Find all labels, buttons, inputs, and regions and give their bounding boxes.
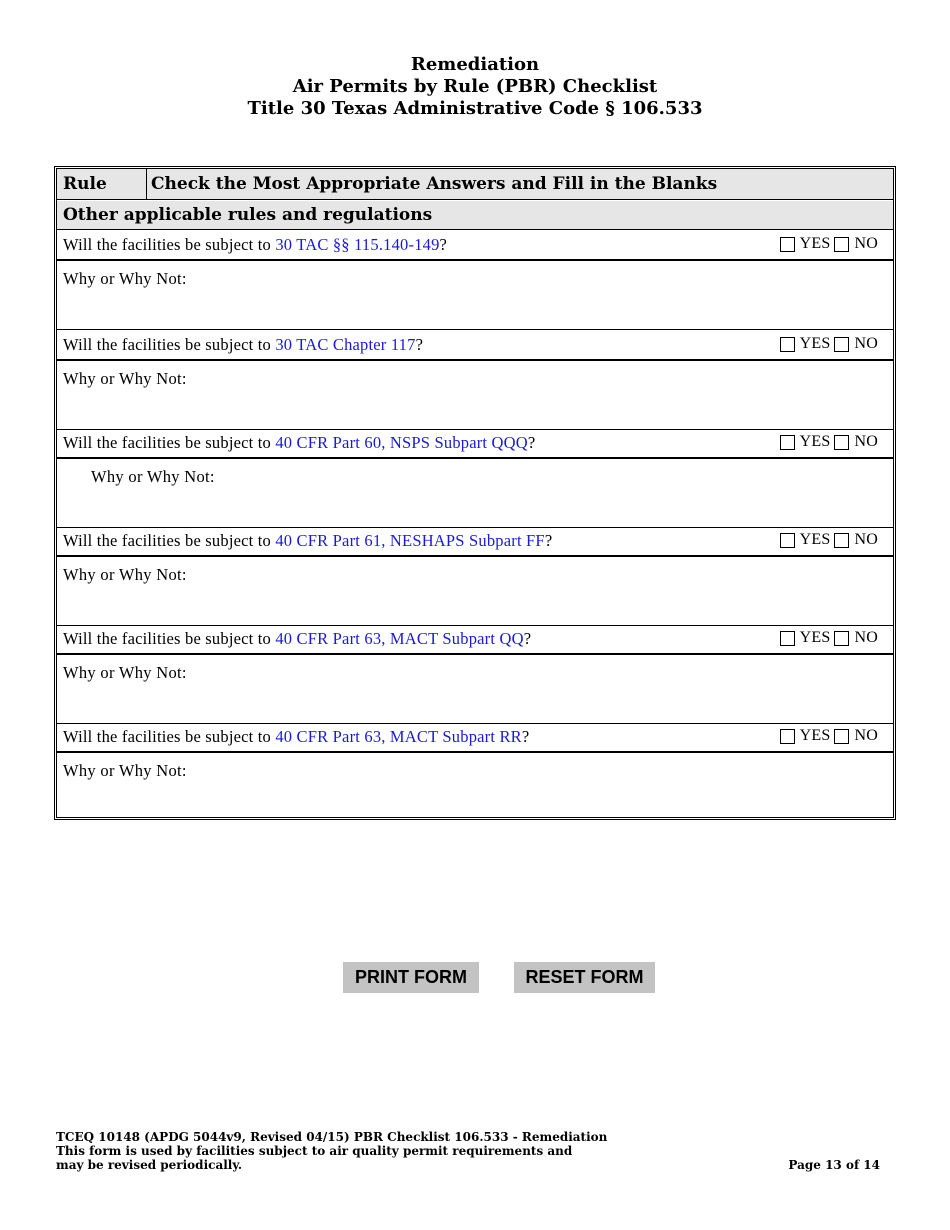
yes-no-group — [780, 629, 878, 647]
question-mark: ? — [521, 727, 530, 746]
question-row — [57, 723, 893, 753]
page-number: Page 13 of 14 — [788, 1158, 880, 1172]
yes-no-group — [780, 235, 878, 253]
print-form-button[interactable]: PRINT FORM — [343, 962, 479, 993]
form-header — [0, 54, 950, 120]
yes-label: YES — [799, 629, 831, 646]
yes-no-group — [780, 335, 878, 353]
question-mark: ? — [415, 335, 424, 354]
header-subtitle: Air Permits by Rule (PBR) Checklist — [292, 76, 658, 97]
yes-label: YES — [799, 433, 831, 450]
question-row — [57, 429, 893, 459]
footer-form-id: TCEQ 10148 (APDG 5044v9, Revised 04/15) PBR Checklist 106.533 - Remediation — [56, 1130, 608, 1144]
footer-note-line2: may be revised periodically. — [56, 1158, 243, 1172]
why-label: Why or Why Not: — [63, 565, 187, 584]
rule-column-header: Rule — [57, 169, 147, 200]
why-label: Why or Why Not: — [91, 467, 215, 486]
why-or-why-not-field[interactable] — [57, 263, 893, 330]
why-label: Why or Why Not: — [63, 761, 187, 780]
yes-checkbox[interactable] — [780, 435, 795, 450]
yes-label: YES — [799, 727, 831, 744]
rule-link[interactable]: 30 TAC §§ 115.140-149 — [275, 235, 440, 254]
why-or-why-not-field[interactable] — [57, 559, 893, 626]
question-row — [57, 231, 893, 261]
question-mark: ? — [439, 235, 448, 254]
yes-checkbox[interactable] — [780, 337, 795, 352]
rule-link[interactable]: 40 CFR Part 63, MACT Subpart QQ — [275, 629, 524, 648]
question-prefix: Will the facilities be subject to — [63, 531, 276, 550]
why-or-why-not-field[interactable] — [57, 755, 893, 822]
question-prefix: Will the facilities be subject to — [63, 629, 276, 648]
question-mark: ? — [523, 629, 532, 648]
header-title: Remediation — [410, 54, 540, 75]
yes-label: YES — [799, 235, 831, 252]
reset-form-button[interactable]: RESET FORM — [514, 962, 655, 993]
yes-no-group — [780, 531, 878, 549]
yes-label: YES — [799, 531, 831, 548]
yes-no-group — [780, 433, 878, 451]
why-label: Why or Why Not: — [63, 369, 187, 388]
yes-checkbox[interactable] — [780, 237, 795, 252]
question-prefix: Will the facilities be subject to — [63, 727, 276, 746]
no-label: NO — [854, 727, 878, 744]
no-label: NO — [854, 433, 878, 450]
no-checkbox[interactable] — [834, 729, 849, 744]
no-label: NO — [854, 531, 878, 548]
check-column-header: Check the Most Appropriate Answers and Fill in the Blanks — [151, 174, 718, 194]
why-label: Why or Why Not: — [63, 663, 187, 682]
no-label: NO — [854, 629, 878, 646]
no-label: NO — [854, 335, 878, 352]
no-checkbox[interactable] — [834, 631, 849, 646]
rule-link[interactable]: 40 CFR Part 61, NESHAPS Subpart FF — [275, 531, 545, 550]
why-or-why-not-field[interactable] — [57, 461, 893, 528]
section-title-row: Other applicable rules and regulations — [57, 201, 893, 230]
yes-label: YES — [799, 335, 831, 352]
yes-checkbox[interactable] — [780, 729, 795, 744]
rule-link[interactable]: 40 CFR Part 60, NSPS Subpart QQQ — [275, 433, 528, 452]
question-row — [57, 527, 893, 557]
no-checkbox[interactable] — [834, 533, 849, 548]
question-prefix: Will the facilities be subject to — [63, 235, 276, 254]
no-checkbox[interactable] — [834, 435, 849, 450]
rule-link[interactable]: 40 CFR Part 63, MACT Subpart RR — [275, 727, 522, 746]
no-checkbox[interactable] — [834, 337, 849, 352]
why-or-why-not-field[interactable] — [57, 363, 893, 430]
footer-note-line1: This form is used by facilities subject to air quality permit requirements and — [56, 1144, 573, 1158]
question-mark: ? — [544, 531, 553, 550]
no-label: NO — [854, 235, 878, 252]
yes-checkbox[interactable] — [780, 631, 795, 646]
question-row — [57, 625, 893, 655]
no-checkbox[interactable] — [834, 237, 849, 252]
question-mark: ? — [527, 433, 536, 452]
header-code-reference: Title 30 Texas Administrative Code § 106.533 — [247, 98, 703, 119]
form-footer — [56, 1130, 656, 1172]
question-prefix: Will the facilities be subject to — [63, 433, 276, 452]
question-row — [57, 331, 893, 361]
rule-link[interactable]: 30 TAC Chapter 117 — [275, 335, 416, 354]
why-label: Why or Why Not: — [63, 269, 187, 288]
why-or-why-not-field[interactable] — [57, 657, 893, 724]
yes-no-group — [780, 727, 878, 745]
question-prefix: Will the facilities be subject to — [63, 335, 276, 354]
checklist-table — [54, 166, 896, 820]
table-header-row — [57, 169, 893, 200]
yes-checkbox[interactable] — [780, 533, 795, 548]
